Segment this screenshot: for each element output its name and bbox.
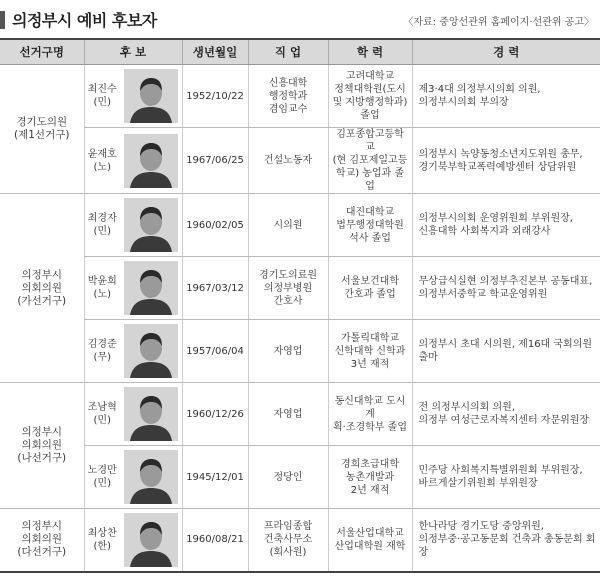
birth-date: 1952/10/22 [182, 65, 248, 128]
job-cell: 정당인 [248, 446, 328, 509]
portrait-silhouette [124, 387, 178, 441]
education-cell: 고려대학교 정책대학원(도시 및 지방행정학과) 졸업 [328, 65, 412, 128]
table-row [0, 383, 600, 446]
source-note: 〈자료: 중앙선관위 홈페이지·선관위 공고〉 [403, 17, 594, 28]
birth-date: 1967/03/12 [182, 257, 248, 320]
candidate-photo [124, 198, 178, 252]
candidate-photo [124, 513, 178, 567]
career-cell: 의정부시의회 운영위원회 부위원장, 신흥대학 사회복지과 외래강사 [412, 194, 600, 257]
job-cell: 신흥대학 행정학과 겸임교수 [248, 65, 328, 128]
candidate-name: 최상찬 (한) [84, 509, 120, 572]
candidate-name: 최경자 (민) [84, 194, 120, 257]
job-cell: 경기도의료원 의정부병원 간호사 [248, 257, 328, 320]
education-cell: 경희초급대학 농촌개발과 2년 재적 [328, 446, 412, 509]
candidate-name: 조남혁 (민) [84, 383, 120, 446]
career-cell: 제3·4대 의정부시의회 의원, 의정부시의회 부의장 [412, 65, 600, 128]
col-district: 선거구명 [0, 39, 84, 65]
portrait-silhouette [124, 261, 178, 315]
portrait-silhouette [124, 198, 178, 252]
education-cell: 가톨릭대학교 신학대학 신학과 3년 재적 [328, 320, 412, 383]
district-cell: 경기도의원 (제1선거구) [0, 65, 84, 194]
candidate-table [0, 38, 600, 573]
candidate-photo [124, 69, 178, 123]
education-cell: 김포종합고등학교 (현 김포제일고등 학교) 농업과 졸업 [328, 128, 412, 194]
col-education: 학 력 [328, 39, 412, 65]
portrait-silhouette [124, 69, 178, 123]
col-career: 경 력 [412, 39, 600, 65]
table-row [0, 446, 600, 509]
career-cell: 의정부시 초대 시의원, 제16대 국회의원 출마 [412, 320, 600, 383]
candidate-photo [124, 450, 178, 504]
portrait-silhouette [124, 134, 178, 188]
district-cell: 의정부시 의회의원 (다선거구) [0, 509, 84, 572]
portrait-silhouette [124, 324, 178, 378]
candidate-photo [124, 261, 178, 315]
candidate-photo [124, 387, 178, 441]
birth-date: 1960/12/26 [182, 383, 248, 446]
education-cell: 동신대학교 도시계 획·조경학부 졸업 [328, 383, 412, 446]
candidate-name: 박윤희 (노) [84, 257, 120, 320]
career-cell: 의정부시 녹양동청소년지도위원 총무, 경기북부학교폭력예방센터 상담위원 [412, 128, 600, 194]
table-row [0, 128, 600, 194]
table-row [0, 65, 600, 128]
job-cell: 자영업 [248, 320, 328, 383]
career-cell: 무상급식실현 의정부추진본부 공동대표, 의정부서중학교 학교운영위원 [412, 257, 600, 320]
job-cell: 시의원 [248, 194, 328, 257]
table-row [0, 320, 600, 383]
candidate-name: 노경만 (민) [84, 446, 120, 509]
job-cell: 프라임종합 건축사무소 (회사원) [248, 509, 328, 572]
col-candidate: 후 보 [84, 39, 182, 65]
candidate-photo [124, 134, 178, 188]
birth-date: 1967/06/25 [182, 128, 248, 194]
table-row [0, 509, 600, 572]
table-row [0, 194, 600, 257]
job-cell: 건설노동자 [248, 128, 328, 194]
page-title: 의정부시 예비 후보자 [12, 11, 157, 30]
education-cell: 서울보건대학 간호과 졸업 [328, 257, 412, 320]
education-cell: 서울산업대학교 산업대학원 재학 [328, 509, 412, 572]
candidate-photo [124, 324, 178, 378]
col-birth: 생년월일 [182, 39, 248, 65]
col-job: 직 업 [248, 39, 328, 65]
education-cell: 대진대학교 법무행정대학원 석사 졸업 [328, 194, 412, 257]
candidate-name: 윤재호 (노) [84, 128, 120, 194]
candidate-name: 김경준 (무) [84, 320, 120, 383]
birth-date: 1957/06/04 [182, 320, 248, 383]
header [0, 0, 600, 38]
title-marker [0, 11, 5, 29]
header-row [0, 39, 600, 65]
district-cell: 의정부시 의회의원 (가선거구) [0, 194, 84, 383]
district-cell: 의정부시 의회의원 (나선거구) [0, 383, 84, 509]
career-cell: 민주당 사회복지특별위원회 부위원장, 바르게살기위원회 부위원장 [412, 446, 600, 509]
portrait-silhouette [124, 450, 178, 504]
candidate-name: 최진수 (민) [84, 65, 120, 128]
career-cell: 한나라당 경기도당 중앙위원, 의정부중·공고동문회 건축과 총동문회 회장 [412, 509, 600, 572]
birth-date: 1945/12/01 [182, 446, 248, 509]
portrait-silhouette [124, 513, 178, 567]
birth-date: 1960/02/05 [182, 194, 248, 257]
birth-date: 1960/08/21 [182, 509, 248, 572]
career-cell: 전 의정부시의회 의원, 의정부 여성근로자복지센터 자문위원장 [412, 383, 600, 446]
job-cell: 자영업 [248, 383, 328, 446]
table-row [0, 257, 600, 320]
